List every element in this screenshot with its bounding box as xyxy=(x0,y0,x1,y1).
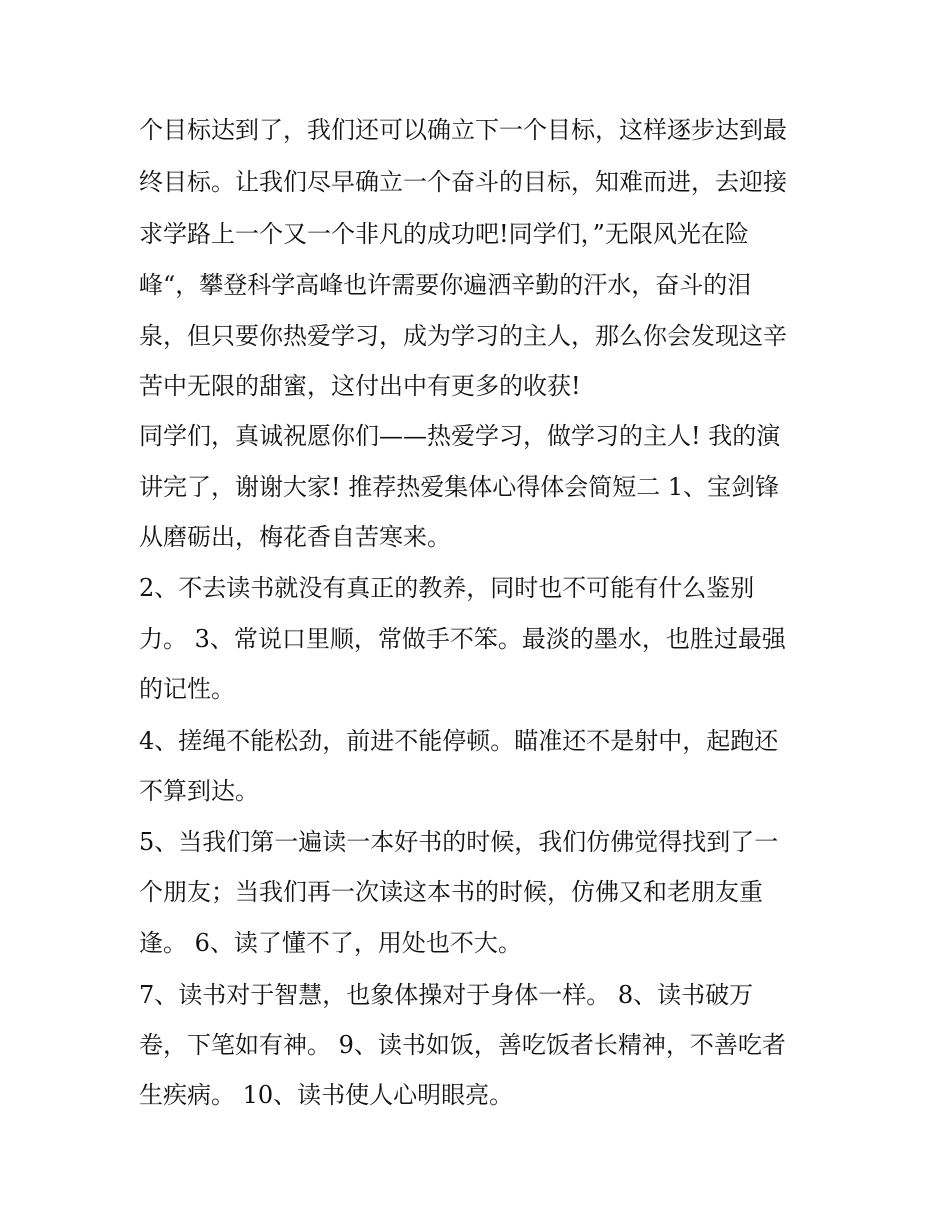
text-line: 的记性。 xyxy=(139,675,235,703)
text-line: 不算到达。 xyxy=(139,777,259,805)
text-line: 讲完了，谢谢大家! 推荐热爱集体心得体会简短二 1、宝剑锋 xyxy=(139,473,780,501)
text-line: 个朋友；当我们再一次读这本书的时候，仿佛又和老朋友重 xyxy=(139,878,763,906)
text-line: 生疾病。 10、读书使人心明眼亮。 xyxy=(139,1081,514,1109)
text-line: 力。 3、常说口里顺，常做手不笨。最淡的墨水，也胜过最强 xyxy=(139,625,786,653)
text-line: 2、不去读书就没有真正的教养，同时也不可能有什么鉴别 xyxy=(139,574,755,602)
text-line: 5、当我们第一遍读一本好书的时候，我们仿佛觉得找到了一 xyxy=(139,828,779,856)
text-line: 逢。 6、读了懂不了，用处也不大。 xyxy=(139,929,522,957)
text-line: 泉，但只要你热爱学习，成为学习的主人，那么你会发现这辛 xyxy=(139,322,787,350)
text-line: 个目标达到了，我们还可以确立下一个目标，这样逐步达到最 xyxy=(139,116,787,144)
text-line: 卷，下笔如有神。 9、读书如饭，善吃饭者长精神，不善吃者 xyxy=(139,1031,786,1059)
text-line: 求学路上一个又一个非凡的成功吧!同学们，”无限风光在险 xyxy=(139,220,749,248)
text-line: 从磨砺出，梅花香自苦寒来。 xyxy=(139,523,451,551)
text-line: 4、搓绳不能松劲，前进不能停顿。瞄准还不是射中，起跑还 xyxy=(139,727,779,755)
text-line: 终目标。让我们尽早确立一个奋斗的目标，知难而进，去迎接 xyxy=(139,168,787,196)
text-line: 峰“，攀登科学高峰也许需要你遍洒辛勤的汗水，奋斗的泪 xyxy=(139,271,752,299)
text-line: 苦中无限的甜蜜，这付出中有更多的收获! xyxy=(139,372,581,400)
text-line: 同学们，真诚祝愿你们——热爱学习，做学习的主人! 我的演 xyxy=(139,422,781,450)
text-line: 7、读书对于智慧，也象体操对于身体一样。 8、读书破万 xyxy=(139,981,754,1009)
